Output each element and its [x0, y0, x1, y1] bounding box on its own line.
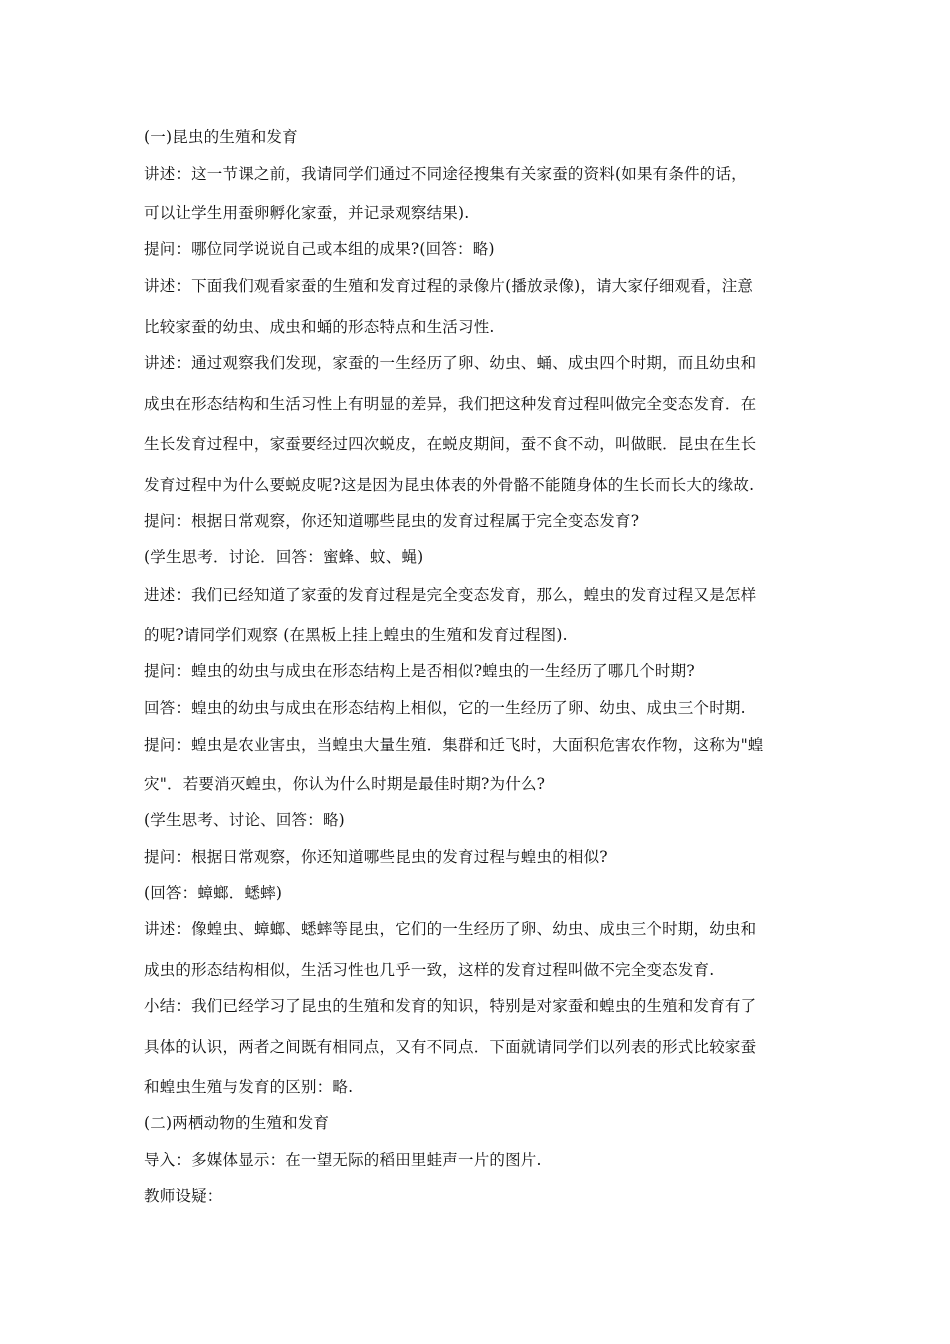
text-line: 提问：蝗虫是农业害虫，当蝗虫大量生殖．集群和迁飞时，大面积危害农作物，这称为"蝗	[144, 736, 764, 754]
text-line: 成虫在形态结构和生活习性上有明显的差异，我们把这种发育过程叫做完全变态发育．在	[144, 395, 757, 413]
text-line: (回答：蟑螂．蟋蟀)	[144, 884, 283, 902]
text-line: 的呢?请同学们观察 (在黑板上挂上蝗虫的生殖和发育过程图).	[144, 626, 568, 644]
text-line: 回答：蝗虫的幼虫与成虫在形态结构上相似，它的一生经历了卵、幼虫、成虫三个时期.	[144, 699, 746, 717]
text-line: 成虫的形态结构相似，生活习性也几乎一致，这样的发育过程叫做不完全变态发育.	[144, 961, 715, 979]
text-line: 提问：根据日常观察，你还知道哪些昆虫的发育过程与蝗虫的相似?	[144, 848, 608, 866]
text-line: 生长发育过程中，家蚕要经过四次蜕皮，在蜕皮期间，蚕不食不动，叫做眠．昆虫在生长	[144, 435, 757, 453]
text-line: 具体的认识，两者之间既有相同点，又有不同点．下面就请同学们以列表的形式比较家蚕	[144, 1038, 757, 1056]
text-line: (学生思考、讨论、回答：略)	[144, 811, 345, 829]
text-line: 提问：哪位同学说说自己或本组的成果?(回答：略)	[144, 240, 495, 258]
text-line: 进述：我们已经知道了家蚕的发育过程是完全变态发育，那么，蝗虫的发育过程又是怎样	[144, 586, 757, 604]
text-line: 提问：蝗虫的幼虫与成虫在形态结构上是否相似?蝗虫的一生经历了哪几个时期?	[144, 662, 695, 680]
text-line: 导入：多媒体显示：在一望无际的稻田里蛙声一片的图片.	[144, 1151, 542, 1169]
text-line: 可以让学生用蚕卵孵化家蚕，并记录观察结果).	[144, 204, 470, 222]
text-line: 讲述：通过观察我们发现，家蚕的一生经历了卵、幼虫、蛹、成虫四个时期，而且幼虫和	[144, 354, 757, 372]
text-line: 讲述：像蝗虫、蟑螂、蟋蟀等昆虫，它们的一生经历了卵、幼虫、成虫三个时期，幼虫和	[144, 920, 757, 938]
text-line: (学生思考．讨论．回答：蜜蜂、蚊、蝇)	[144, 548, 424, 566]
text-line: 发育过程中为什么要蜕皮呢?这是因为昆虫体表的外骨骼不能随身体的生长而长大的缘故.	[144, 476, 755, 494]
section-heading-insects: (一)昆虫的生殖和发育	[144, 128, 298, 146]
text-line: 讲述：这一节课之前，我请同学们通过不同途径搜集有关家蚕的资料(如果有条件的话，	[144, 165, 747, 183]
section-heading-amphibians: (二)两栖动物的生殖和发育	[144, 1114, 330, 1132]
text-line: 小结：我们已经学习了昆虫的生殖和发育的知识，特别是对家蚕和蝗虫的生殖和发育有了	[144, 997, 757, 1015]
text-line: 灾"．若要消灭蝗虫，你认为什么时期是最佳时期?为什么?	[144, 775, 546, 793]
text-line: 和蝗虫生殖与发育的区别：略.	[144, 1078, 354, 1096]
text-line: 讲述：下面我们观看家蚕的生殖和发育过程的录像片(播放录像)，请大家仔细观看，注意	[144, 277, 754, 295]
text-line: 教师设疑：	[144, 1187, 223, 1205]
text-line: 比较家蚕的幼虫、成虫和蛹的形态特点和生活习性.	[144, 318, 495, 336]
text-line: 提问：根据日常观察，你还知道哪些昆虫的发育过程属于完全变态发育?	[144, 512, 640, 530]
